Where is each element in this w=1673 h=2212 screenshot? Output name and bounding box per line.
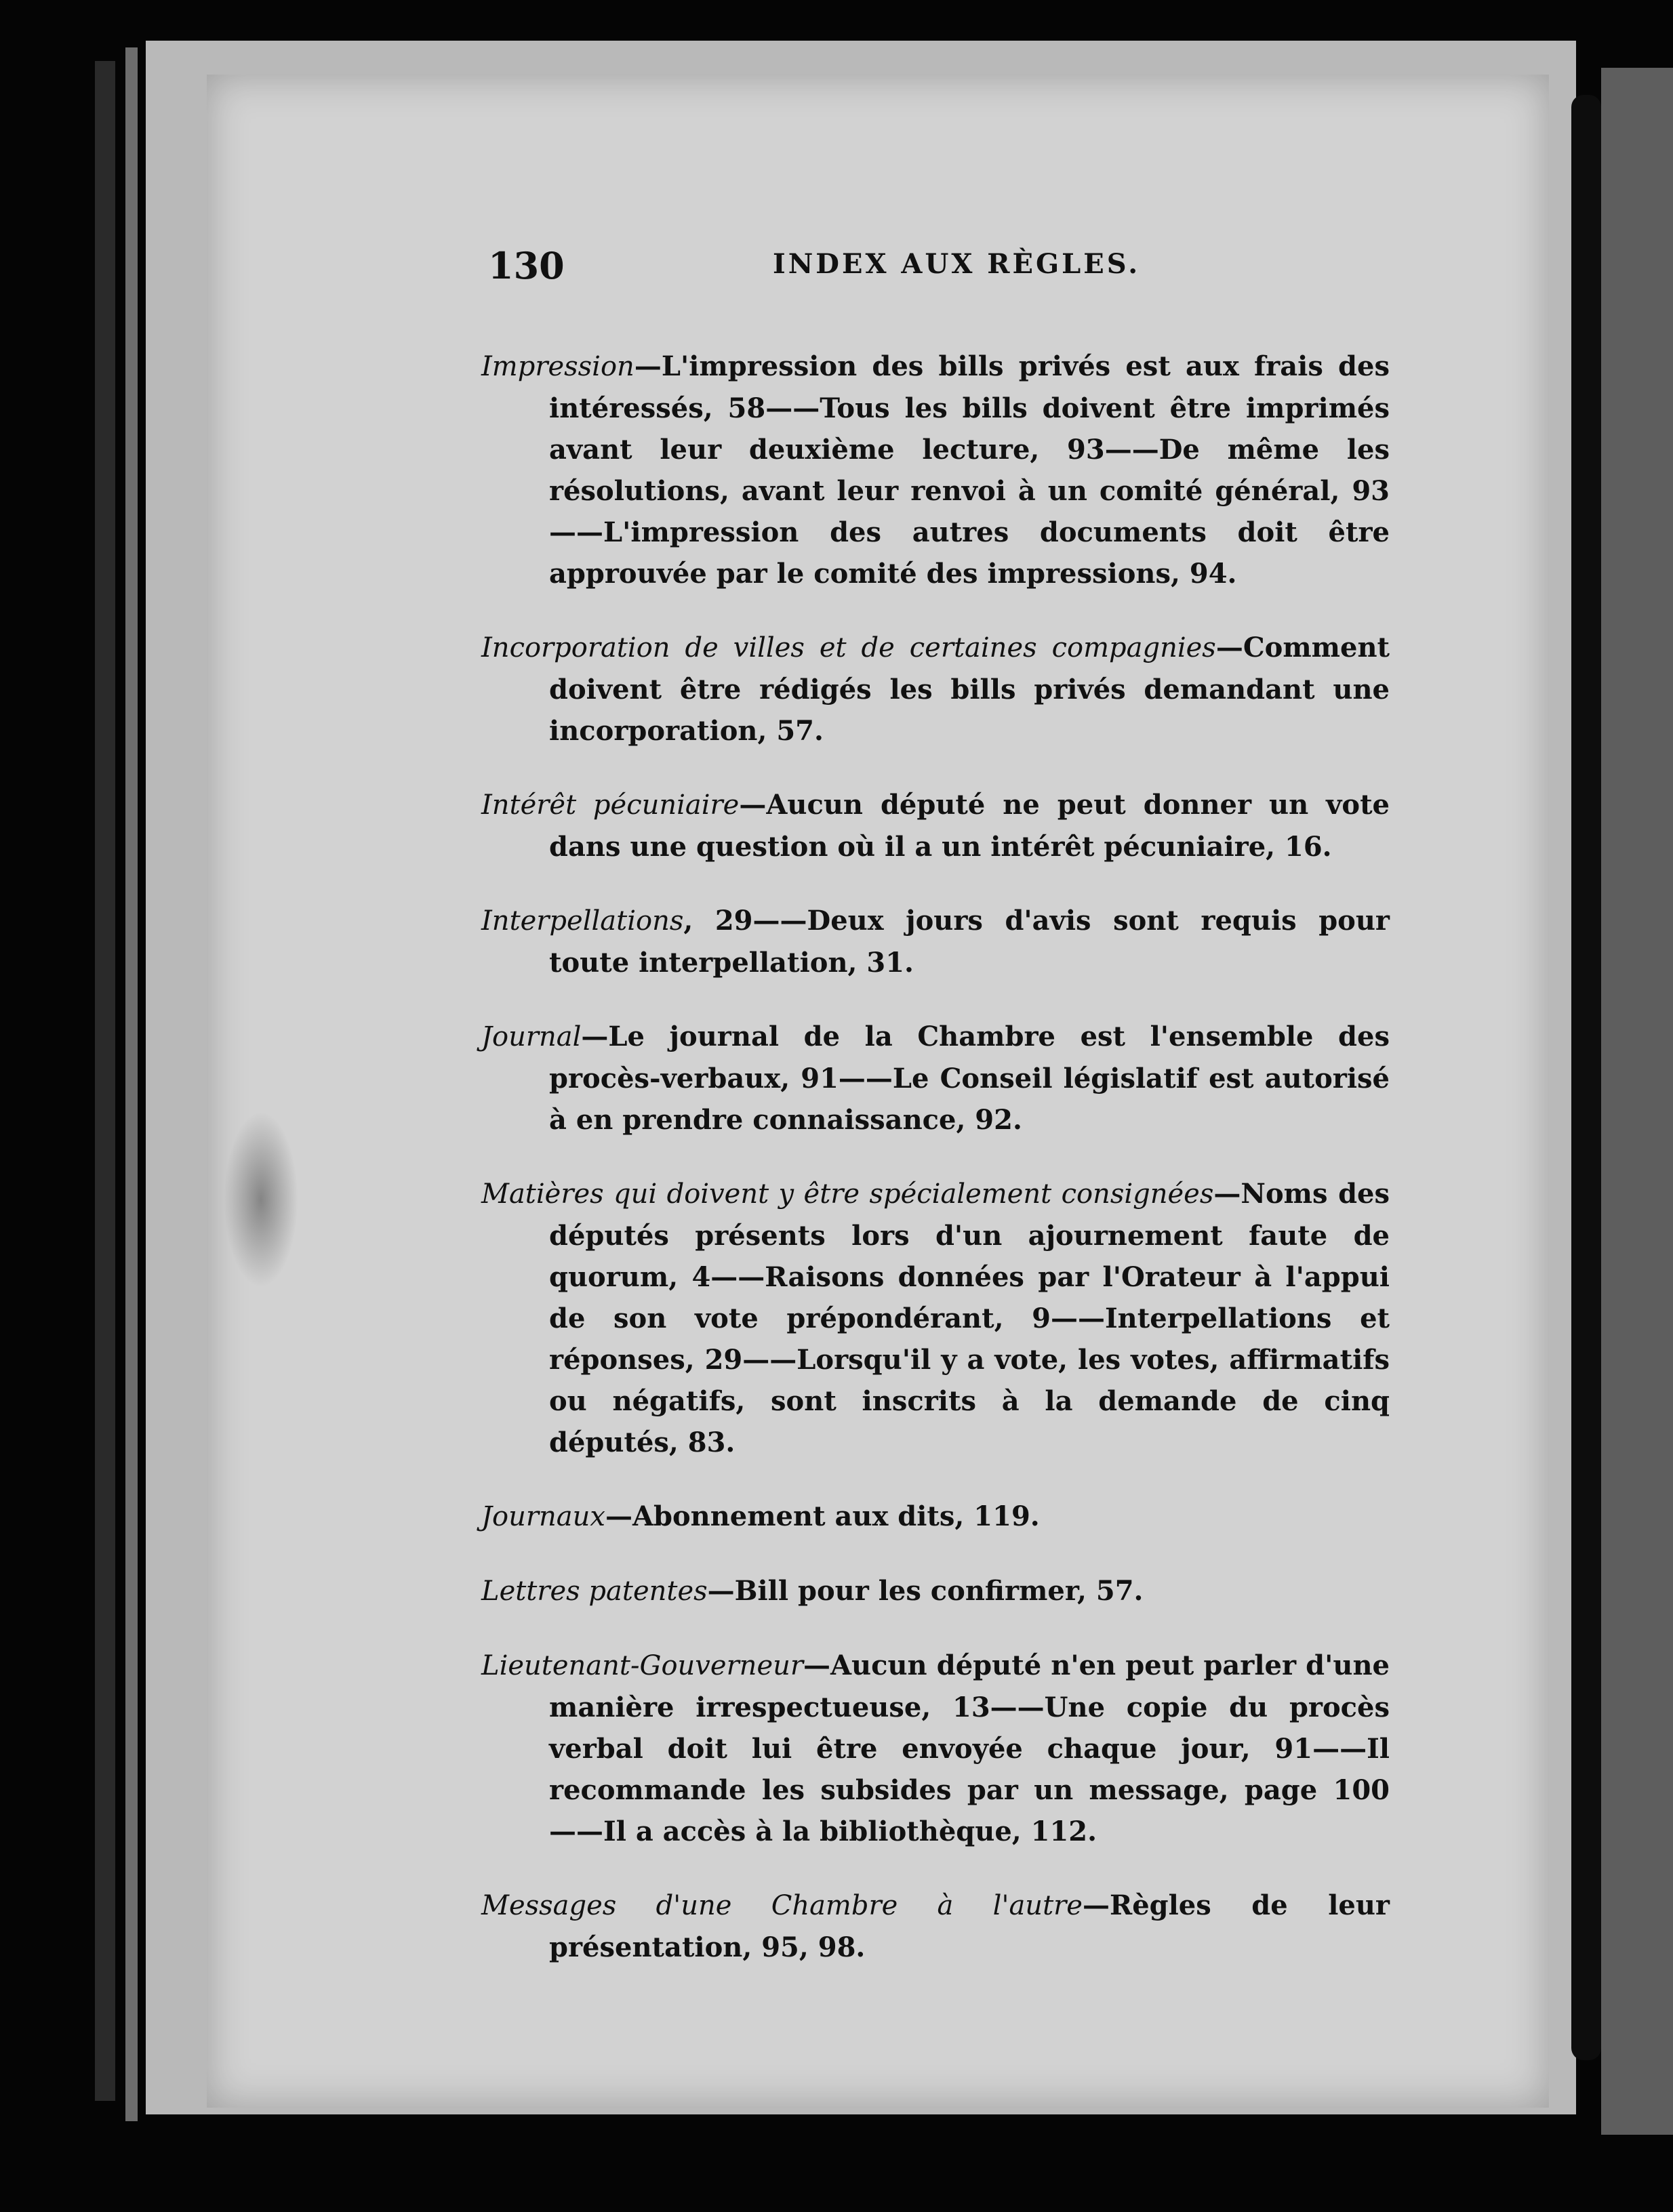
entry-text: —Comment doivent être rédigés les bills privés demandant une incorporation, 57. bbox=[549, 632, 1390, 747]
index-entry-lieutenant-gouverneur bbox=[481, 1645, 1390, 1852]
scan-left-edge-inner bbox=[125, 47, 138, 2121]
index-entry-impression bbox=[481, 346, 1390, 594]
entry-term: Incorporation de villes et de certaines compagnies bbox=[481, 632, 1216, 663]
running-title: INDEX AUX RÈGLES. bbox=[773, 248, 1141, 280]
index-entry-journaux bbox=[481, 1496, 1390, 1538]
entry-term: Messages d'une Chambre à l'autre bbox=[481, 1890, 1083, 1921]
entry-text: —Le journal de la Chambre est l'ensemble des procès-verbaux, 91——Le Conseil législatif est autorisé à en prendre connaissance, 92. bbox=[549, 1021, 1390, 1136]
index-entry-interet bbox=[481, 784, 1390, 867]
book-spine-shadow bbox=[1571, 95, 1601, 2060]
page-header bbox=[488, 244, 1383, 291]
index-entry-interpellations bbox=[481, 900, 1390, 983]
entry-text: —Noms des députés présents lors d'un ajournement faute de quorum, 4——Raisons données par l'Orateur à l'appui de son vote prépondérant, 9——Interpellations et réponses, 29——Lorsqu'il y a vote, les votes, affirmatifs ou négatifs, sont inscrits à la demande de cinq députés, 83. bbox=[549, 1178, 1390, 1458]
entry-text: , 29——Deux jours d'avis sont requis pour toute interpellation, 31. bbox=[549, 905, 1390, 979]
entry-text: —Abonnement aux dits, 119. bbox=[605, 1500, 1040, 1532]
scan-right-edge bbox=[1601, 68, 1673, 2135]
entry-text: —L'impression des bills privés est aux frais des intéressés, 58——Tous les bills doivent être imprimés avant leur deuxième lecture, 93——De même les résolutions, avant leur renvoi à un comité général, 93——L'impression des autres documents doit être approuvée par le comité des impressions, 94. bbox=[549, 350, 1390, 590]
page-smudge bbox=[224, 1111, 298, 1288]
entry-text: —Aucun député ne peut donner un vote dans une question où il a un intérêt pécuniaire, 16. bbox=[549, 789, 1390, 863]
index-entry-journal bbox=[481, 1016, 1390, 1141]
entry-term: Journaux bbox=[481, 1501, 605, 1532]
entry-text: —Aucun député n'en peut parler d'une manière irrespectueuse, 13——Une copie du procès verbal doit lui être envoyée chaque jour, 91——Il recommande les subsides par un message, page 100——Il a accès à la bibliothèque, 112. bbox=[549, 1650, 1390, 1847]
entry-text: —Règles de leur présentation, 95, 98. bbox=[549, 1889, 1390, 1963]
index-entries bbox=[481, 319, 1390, 2001]
index-entry-lettres-patentes bbox=[481, 1570, 1390, 1612]
entry-term: Interpellations bbox=[481, 905, 684, 937]
entry-term: Matières qui doivent y être spécialement consignées bbox=[481, 1179, 1214, 1210]
index-entry-messages bbox=[481, 1885, 1390, 1968]
page-number: 130 bbox=[488, 244, 565, 287]
index-entry-matieres bbox=[481, 1173, 1390, 1463]
entry-term: Lieutenant-Gouverneur bbox=[481, 1650, 803, 1681]
entry-text: —Bill pour les confirmer, 57. bbox=[707, 1575, 1144, 1607]
scan-left-edge bbox=[95, 61, 115, 2101]
entry-term: Intérêt pécuniaire bbox=[481, 790, 740, 821]
entry-term: Journal bbox=[481, 1021, 582, 1052]
entry-term: Lettres patentes bbox=[481, 1576, 708, 1607]
index-entry-incorporation bbox=[481, 627, 1390, 752]
entry-term: Impression bbox=[481, 351, 634, 382]
